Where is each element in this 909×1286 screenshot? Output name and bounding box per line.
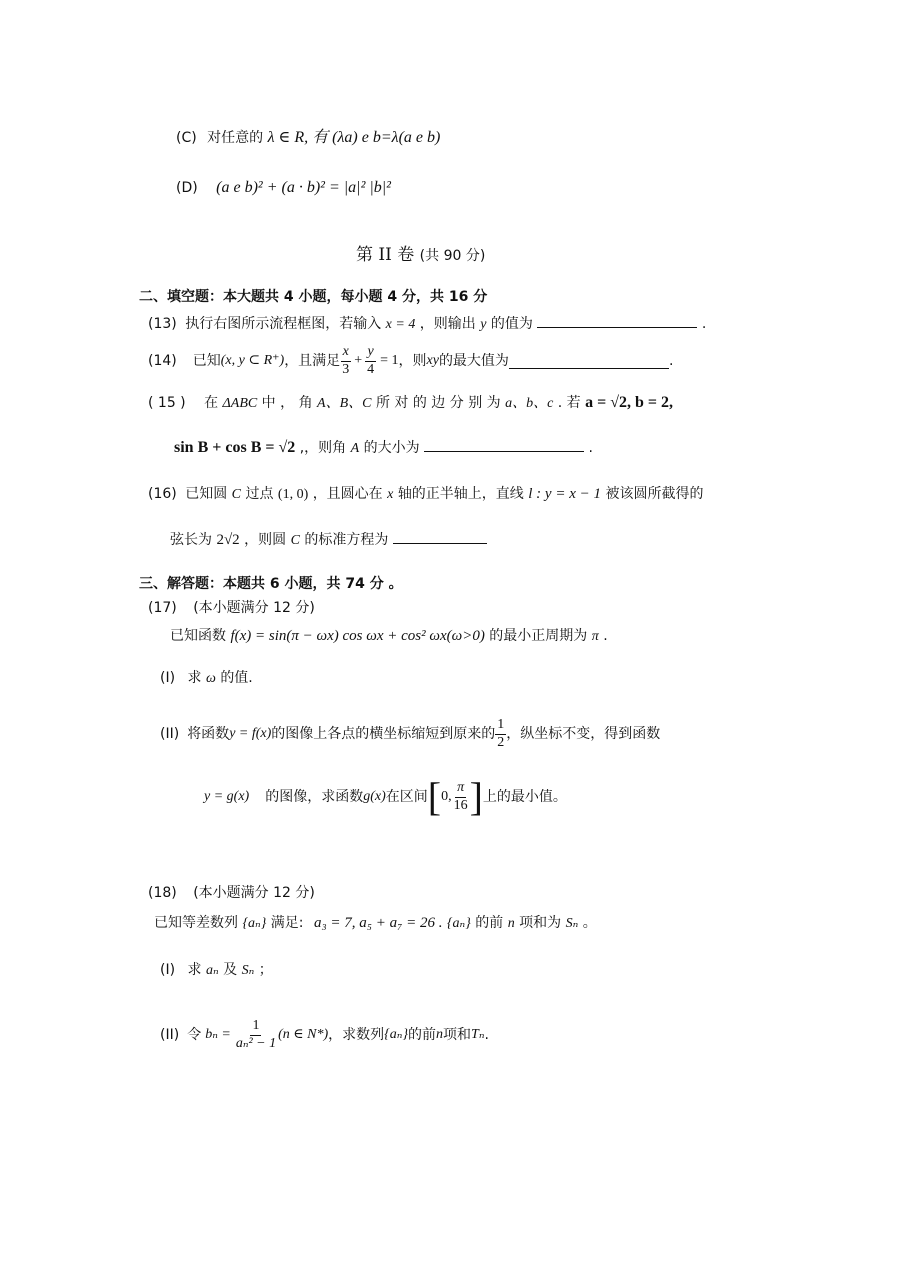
q14-frac1-den: 3	[342, 361, 350, 377]
q15-math2: A、B、C	[317, 396, 372, 411]
q16-text3: ，且圆心在	[312, 486, 383, 502]
q16-text4: 轴的正半轴上，直线	[397, 486, 524, 502]
question-17-part2-line2	[204, 772, 567, 822]
q14-text1: 已知	[192, 352, 221, 369]
q17-interval-fraction	[452, 781, 470, 813]
q18-p2-text3: 的前	[408, 1026, 437, 1043]
q18-p2-text1: 令	[187, 1026, 202, 1043]
part3-heading: 三、解答题：本题共 6 小题，共 74 分 。	[139, 576, 403, 592]
q16-math6: C	[290, 533, 300, 548]
question-17-part1	[160, 670, 253, 688]
q14-end: .	[668, 352, 674, 369]
q13-text2: ，则输出	[419, 316, 476, 332]
q14-fraction-y	[365, 345, 376, 377]
q17-half-den: 2	[497, 734, 505, 750]
q17-interval-num: π	[455, 781, 466, 798]
q18-p2-end: .	[484, 1026, 489, 1043]
q16-math4: l : y = x − 1	[528, 486, 601, 502]
q15-text5: ,，则角	[299, 440, 347, 456]
option-c-text: 对任意的	[207, 130, 264, 146]
question-17-header	[148, 600, 315, 617]
q17-p2-text3: ，纵坐标不变，得到函数	[506, 725, 661, 742]
option-d	[176, 178, 391, 197]
q15-text4: . 若	[557, 395, 581, 411]
question-14	[148, 340, 673, 382]
q17-p1-text1: 求	[187, 670, 202, 686]
q14-text3: ，则	[398, 352, 427, 369]
q13-answer-blank[interactable]	[537, 313, 697, 328]
q17-math2: π	[591, 629, 599, 644]
q17-end: .	[603, 628, 608, 644]
q13-math2: y	[480, 317, 487, 332]
question-13	[148, 313, 706, 334]
option-d-formula: (a e b)² + (a · b)² = |a|² |b|²	[216, 179, 391, 196]
q18-math3: {aₙ}	[446, 916, 471, 931]
q15-math5: sin B + cos B = √2	[174, 439, 296, 456]
option-c-formula: λ ∈ R, 有 (λa) e b=λ(a e b)	[267, 129, 441, 146]
q18-math2: a₃ = 7, a₅ + a₇ = 26 .	[313, 915, 443, 931]
q17-p1-label: (I)	[160, 670, 176, 686]
q18-p1-end: ；	[258, 962, 273, 978]
q18-text3: 的前	[475, 915, 504, 931]
q16-text1: 已知圆	[185, 486, 228, 502]
q15-text1: 在	[204, 395, 219, 411]
q13-math1: x = 4	[385, 317, 416, 332]
q14-frac1-num: x	[341, 345, 351, 362]
q13-text1: 执行右图所示流程框图，若输入	[185, 316, 382, 332]
question-17-stem	[170, 627, 608, 646]
q13-label: (13)	[148, 316, 177, 332]
q17-p2-text4: 的图像，求函数	[265, 788, 364, 805]
q18-p2-math3: {aₙ}	[384, 1026, 409, 1042]
q17-p2-math1: y = f(x)	[229, 725, 272, 741]
q14-label: (14)	[148, 352, 177, 369]
q18-p2-math1: bₙ =	[205, 1026, 231, 1042]
q18-p2-math2: (n ∈ N*)	[278, 1026, 329, 1042]
q18-math1: {aₙ}	[242, 916, 267, 931]
q17-p2-label: (II)	[160, 725, 180, 742]
q17-p1-math: ω	[205, 671, 216, 686]
q17-p2-math2: y = g(x)	[204, 788, 250, 804]
q18-p2-math4: n	[436, 1026, 444, 1042]
q16-text2: 过点	[245, 486, 274, 502]
q16-answer-blank[interactable]	[393, 529, 487, 544]
section-title-main: 第 II 卷	[356, 245, 415, 265]
q15-answer-blank[interactable]	[424, 437, 584, 452]
q18-p1-math1: aₙ	[205, 963, 219, 978]
q17-p2-text5: 在区间	[385, 788, 428, 805]
section-title-note: (共 90 分)	[419, 248, 486, 264]
q17-p2-math3: g(x)	[363, 788, 386, 804]
q14-plus: +	[354, 352, 363, 368]
q18-text4: 项和为	[519, 915, 562, 931]
q16-text5: 被该圆所截得的	[605, 486, 704, 502]
option-d-label: (D)	[176, 180, 198, 196]
q14-frac2-den: 4	[367, 361, 375, 377]
q18-p1-label: (I)	[160, 962, 176, 978]
q17-label: (17)	[148, 600, 177, 616]
q15-end: .	[588, 440, 593, 456]
q14-frac2-num: y	[365, 345, 375, 362]
option-c	[176, 128, 440, 147]
q14-eq: = 1	[380, 352, 399, 368]
q18-p2-frac-den: aₙ² − 1	[235, 1035, 277, 1051]
q17-score: (本小题满分 12 分)	[193, 600, 315, 616]
q18-score: (本小题满分 12 分)	[193, 885, 315, 901]
q18-p2-text4: 项和	[443, 1026, 472, 1043]
question-15	[148, 393, 673, 413]
q18-text2: 满足:	[270, 915, 304, 931]
question-17-part2	[160, 714, 660, 754]
q16-math3: x	[387, 487, 394, 502]
q18-p2-text2: ，求数列	[328, 1026, 385, 1043]
q18-p2-label: (II)	[160, 1026, 180, 1043]
q17-p2-text1: 将函数	[187, 725, 230, 742]
q16-text7: ，则圆	[244, 532, 287, 548]
q18-label: (18)	[148, 885, 177, 901]
question-18-header	[148, 885, 315, 902]
q18-p1-text1: 求	[187, 962, 202, 978]
q18-p2-frac-num: 1	[250, 1019, 261, 1036]
interval-left-bracket: [	[427, 774, 442, 819]
q17-p2-text2: 的图像上各点的横坐标缩短到原来的	[271, 725, 496, 742]
q16-text6: 弦长为	[170, 532, 212, 548]
q17-p1-text2: 的值.	[220, 670, 253, 686]
q14-fraction-x	[340, 345, 351, 377]
q18-p1-text2: 及	[223, 962, 238, 978]
q17-interval-a: 0,	[441, 788, 452, 804]
q15-text2: 中 ， 角	[261, 395, 313, 411]
option-c-label: (C)	[176, 130, 197, 146]
q18-end: 。	[582, 915, 597, 931]
question-18-part1	[160, 962, 273, 980]
q15-math4: a = √2, b = 2,	[585, 394, 674, 411]
q18-p2-fraction	[234, 1019, 278, 1051]
part2-heading: 二、填空题：本大题共 4 小题，每小题 4 分，共 16 分	[139, 289, 488, 305]
q18-math5: Sₙ	[565, 916, 579, 931]
q14-math2: xy	[426, 352, 439, 368]
q14-answer-blank[interactable]	[509, 354, 669, 369]
q17-text2: 的最小正周期为	[489, 628, 588, 644]
q16-math5: 2√2	[216, 532, 240, 548]
q13-end: .	[701, 316, 707, 332]
question-18-stem	[154, 914, 597, 933]
q15-math3: a、b、c	[505, 396, 554, 411]
question-16-line2	[170, 529, 487, 550]
q15-math6: A	[350, 441, 360, 456]
q16-label: (16)	[148, 486, 177, 502]
q14-math1: (x, y ⊂ R⁺)	[220, 352, 285, 368]
q14-text4: 的最大值为	[438, 352, 509, 369]
q18-text1: 已知等差数列	[154, 915, 238, 931]
q18-p2-math5: Tₙ	[471, 1026, 485, 1042]
interval-right-bracket: ]	[469, 774, 483, 819]
q17-half-num: 1	[495, 718, 506, 735]
q15-math1: ΔABC	[222, 396, 258, 411]
section-title	[356, 240, 485, 265]
q15-label: ( 15 )	[148, 395, 186, 411]
q17-text1: 已知函数	[170, 628, 226, 644]
q17-p2-text6: 上的最小值。	[482, 788, 567, 805]
q16-text8: 的标准方程为	[304, 532, 389, 548]
q15-text3: 所 对 的 边 分 别 为	[375, 395, 501, 411]
q17-interval-den: 16	[453, 797, 468, 813]
question-16	[148, 485, 703, 504]
q17-math1: f(x) = sin(π − ωx) cos ωx + cos² ωx(ω>0)	[230, 628, 485, 644]
q18-p1-math2: Sₙ	[241, 963, 255, 978]
q13-text3: 的值为	[490, 316, 533, 332]
question-18-part2	[160, 1012, 489, 1058]
q17-half-fraction	[495, 718, 506, 750]
q18-math4: n	[507, 916, 515, 931]
q16-math1: C	[231, 487, 241, 502]
q16-math2: (1, 0)	[277, 487, 309, 502]
q15-text6: 的大小为	[363, 440, 420, 456]
question-15-line2	[174, 437, 593, 458]
q14-text2: ，且满足	[284, 352, 341, 369]
